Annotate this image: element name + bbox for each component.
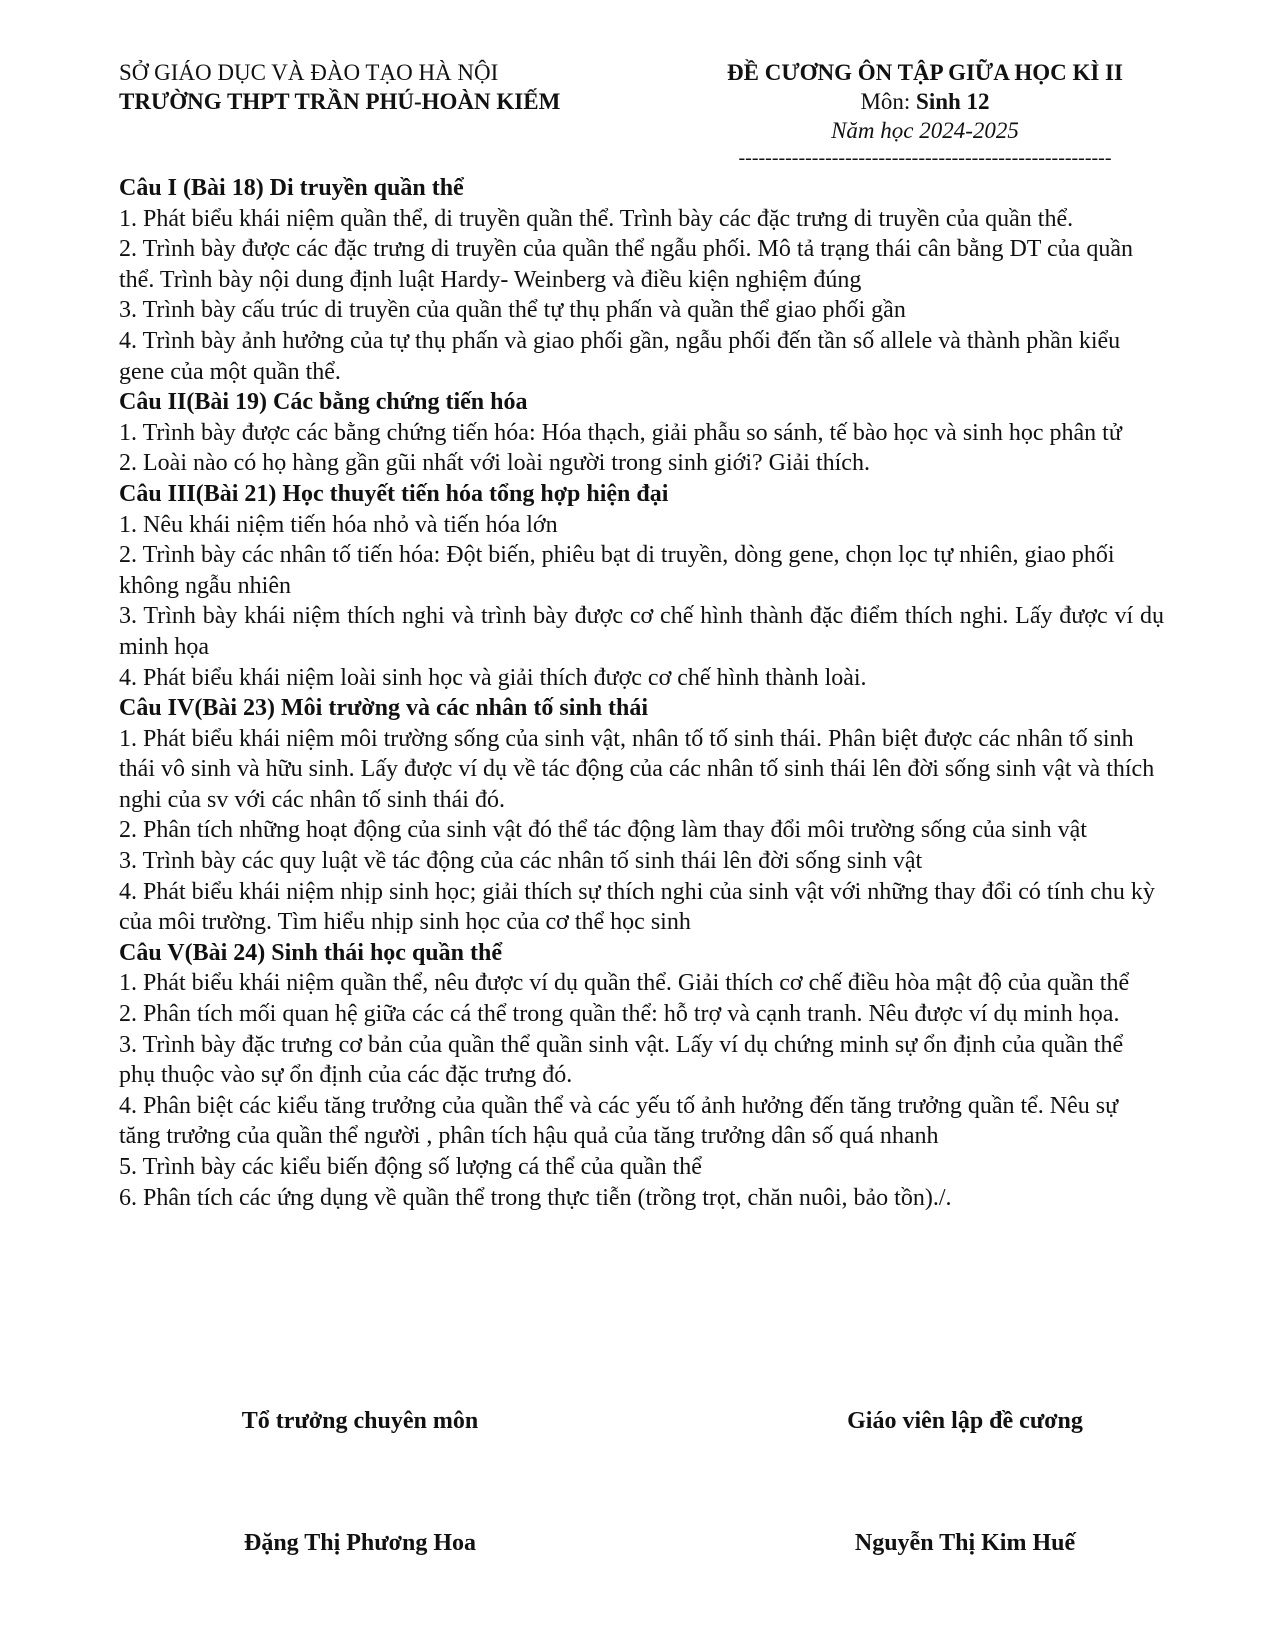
outline-item: 3. Trình bày khái niệm thích nghi và trình bày được cơ chế hình thành đặc điểm thích nghi. Lấy được ví dụ minh họa <box>119 603 1164 660</box>
outline-item: 1. Phát biểu khái niệm quần thể, nêu được ví dụ quần thể. Giải thích cơ chế điều hòa mật độ của quần thể <box>119 970 1130 997</box>
section-2 <box>119 387 1164 479</box>
school-year: Năm học 2024-2025 <box>831 118 1019 143</box>
outline-item: 4. Trình bày ảnh hưởng của tự thụ phấn và giao phối gần, ngẫu phối đến tần số allele và thành phần kiểu gene của một quần thể. <box>119 327 1121 385</box>
section-heading: Câu II(Bài 19) Các bằng chứng tiến hóa <box>119 389 528 416</box>
header-divider: -------------------------------------------------------- <box>738 147 1112 169</box>
document-title: ĐỀ CƯƠNG ÔN TẬP GIỮA HỌC KÌ II <box>727 60 1123 85</box>
section-heading: Câu I (Bài 18) Di truyền quần thể <box>119 175 464 201</box>
department-name: SỞ GIÁO DỤC VÀ ĐÀO TẠO HÀ NỘI <box>119 60 499 85</box>
outline-item: 2. Phân tích mối quan hệ giữa các cá thể trong quần thể: hỗ trợ và cạnh tranh. Nêu được ví dụ minh họa. <box>119 1001 1120 1028</box>
outline-item: 1. Phát biểu khái niệm môi trường sống của sinh vật, nhân tố tố sinh thái. Phân biệt được các nhân tố sinh thái vô sinh và hữu sinh. Lấy được ví dụ về tác động của các nhân tố sinh thái lên đời sống sinh vật và thích nghi của sv với các nhân tố sinh thái đó. <box>119 725 1155 813</box>
section-3 <box>119 479 1164 693</box>
title-block <box>690 58 1160 169</box>
subject-value: Sinh 12 <box>916 89 990 114</box>
outline-item: 3. Trình bày các quy luật về tác động của các nhân tố sinh thái lên đời sống sinh vật <box>119 848 923 875</box>
section-5 <box>119 938 1164 1213</box>
signature-block <box>0 1408 1275 1608</box>
outline-item: 6. Phân tích các ứng dụng về quần thể trong thực tiễn (trồng trọt, chăn nuôi, bảo tồn)./. <box>119 1184 952 1211</box>
teacher-signature <box>755 1408 1175 1557</box>
section-1 <box>119 173 1164 387</box>
outline-item: 1. Nêu khái niệm tiến hóa nhỏ và tiến hóa lớn <box>119 511 558 538</box>
outline-item: 1. Phát biểu khái niệm quần thể, di truyền quần thể. Trình bày các đặc trưng di truyền của quần thể. <box>119 205 1074 232</box>
outline-content <box>119 173 1164 1213</box>
outline-item: 1. Trình bày được các bằng chứng tiến hóa: Hóa thạch, giải phẫu so sánh, tế bào học và sinh học phân tử <box>119 419 1122 446</box>
section-heading: Câu IV(Bài 23) Môi trường và các nhân tố sinh thái <box>119 695 649 722</box>
outline-item: 4. Phân biệt các kiểu tăng trưởng của quần thể và các yếu tố ảnh hưởng đến tăng trưởng quần tể. Nêu sự tăng trưởng của quần thể người , phân tích hậu quả của tăng trưởng dân số quá nhanh <box>119 1092 1119 1150</box>
subject-label: Môn: <box>860 89 917 114</box>
outline-item: 5. Trình bày các kiểu biến động số lượng cá thể của quần thể <box>119 1154 702 1180</box>
outline-item: 3. Trình bày đặc trưng cơ bản của quần thể quần sinh vật. Lấy ví dụ chứng minh sự ổn định của quần thể phụ thuộc vào sự ổn định của các đặc trưng đó. <box>119 1031 1124 1089</box>
section-heading: Câu V(Bài 24) Sinh thái học quần thể <box>119 939 502 966</box>
department-head-signature <box>150 1408 570 1557</box>
school-name: TRƯỜNG THPT TRẦN PHÚ-HOÀN KIẾM <box>119 89 561 114</box>
subject-line <box>690 87 1160 116</box>
department-head-name: Đặng Thị Phương Hoa <box>244 1530 476 1556</box>
outline-item: 2. Loài nào có họ hàng gần gũi nhất với loài người trong sinh giới? Giải thích. <box>119 450 870 477</box>
outline-item: 3. Trình bày cấu trúc di truyền của quần thể tự thụ phấn và quần thể giao phối gần <box>119 297 906 324</box>
outline-item: 2. Trình bày các nhân tố tiến hóa: Đột biến, phiêu bạt di truyền, dòng gene, chọn lọc tự nhiên, giao phối không ngẫu nhiên <box>119 542 1115 599</box>
outline-item: 2. Phân tích những hoạt động của sinh vật đó thể tác động làm thay đổi môi trường sống của sinh vật <box>119 817 1087 844</box>
department-head-title: Tổ trưởng chuyên môn <box>241 1408 479 1434</box>
outline-item: 2. Trình bày được các đặc trưng di truyền của quần thể ngẫu phối. Mô tả trạng thái cân bằng DT của quần thể. Trình bày nội dung định luật Hardy- Weinberg và điều kiện nghiệm đúng <box>119 236 1133 293</box>
issuer-block <box>119 58 560 116</box>
outline-item: 4. Phát biểu khái niệm nhịp sinh học; giải thích sự thích nghi của sinh vật với những thay đổi có tính chu kỳ của môi trường. Tìm hiểu nhịp sinh học của cơ thể học sinh <box>119 878 1155 936</box>
section-4 <box>119 693 1164 938</box>
document-header <box>0 58 1275 168</box>
teacher-title: Giáo viên lập đề cương <box>847 1408 1083 1434</box>
teacher-name: Nguyễn Thị Kim Huế <box>854 1530 1076 1556</box>
section-heading: Câu III(Bài 21) Học thuyết tiến hóa tổng hợp hiện đại <box>119 480 669 507</box>
outline-item: 4. Phát biểu khái niệm loài sinh học và giải thích được cơ chế hình thành loài. <box>119 664 867 691</box>
